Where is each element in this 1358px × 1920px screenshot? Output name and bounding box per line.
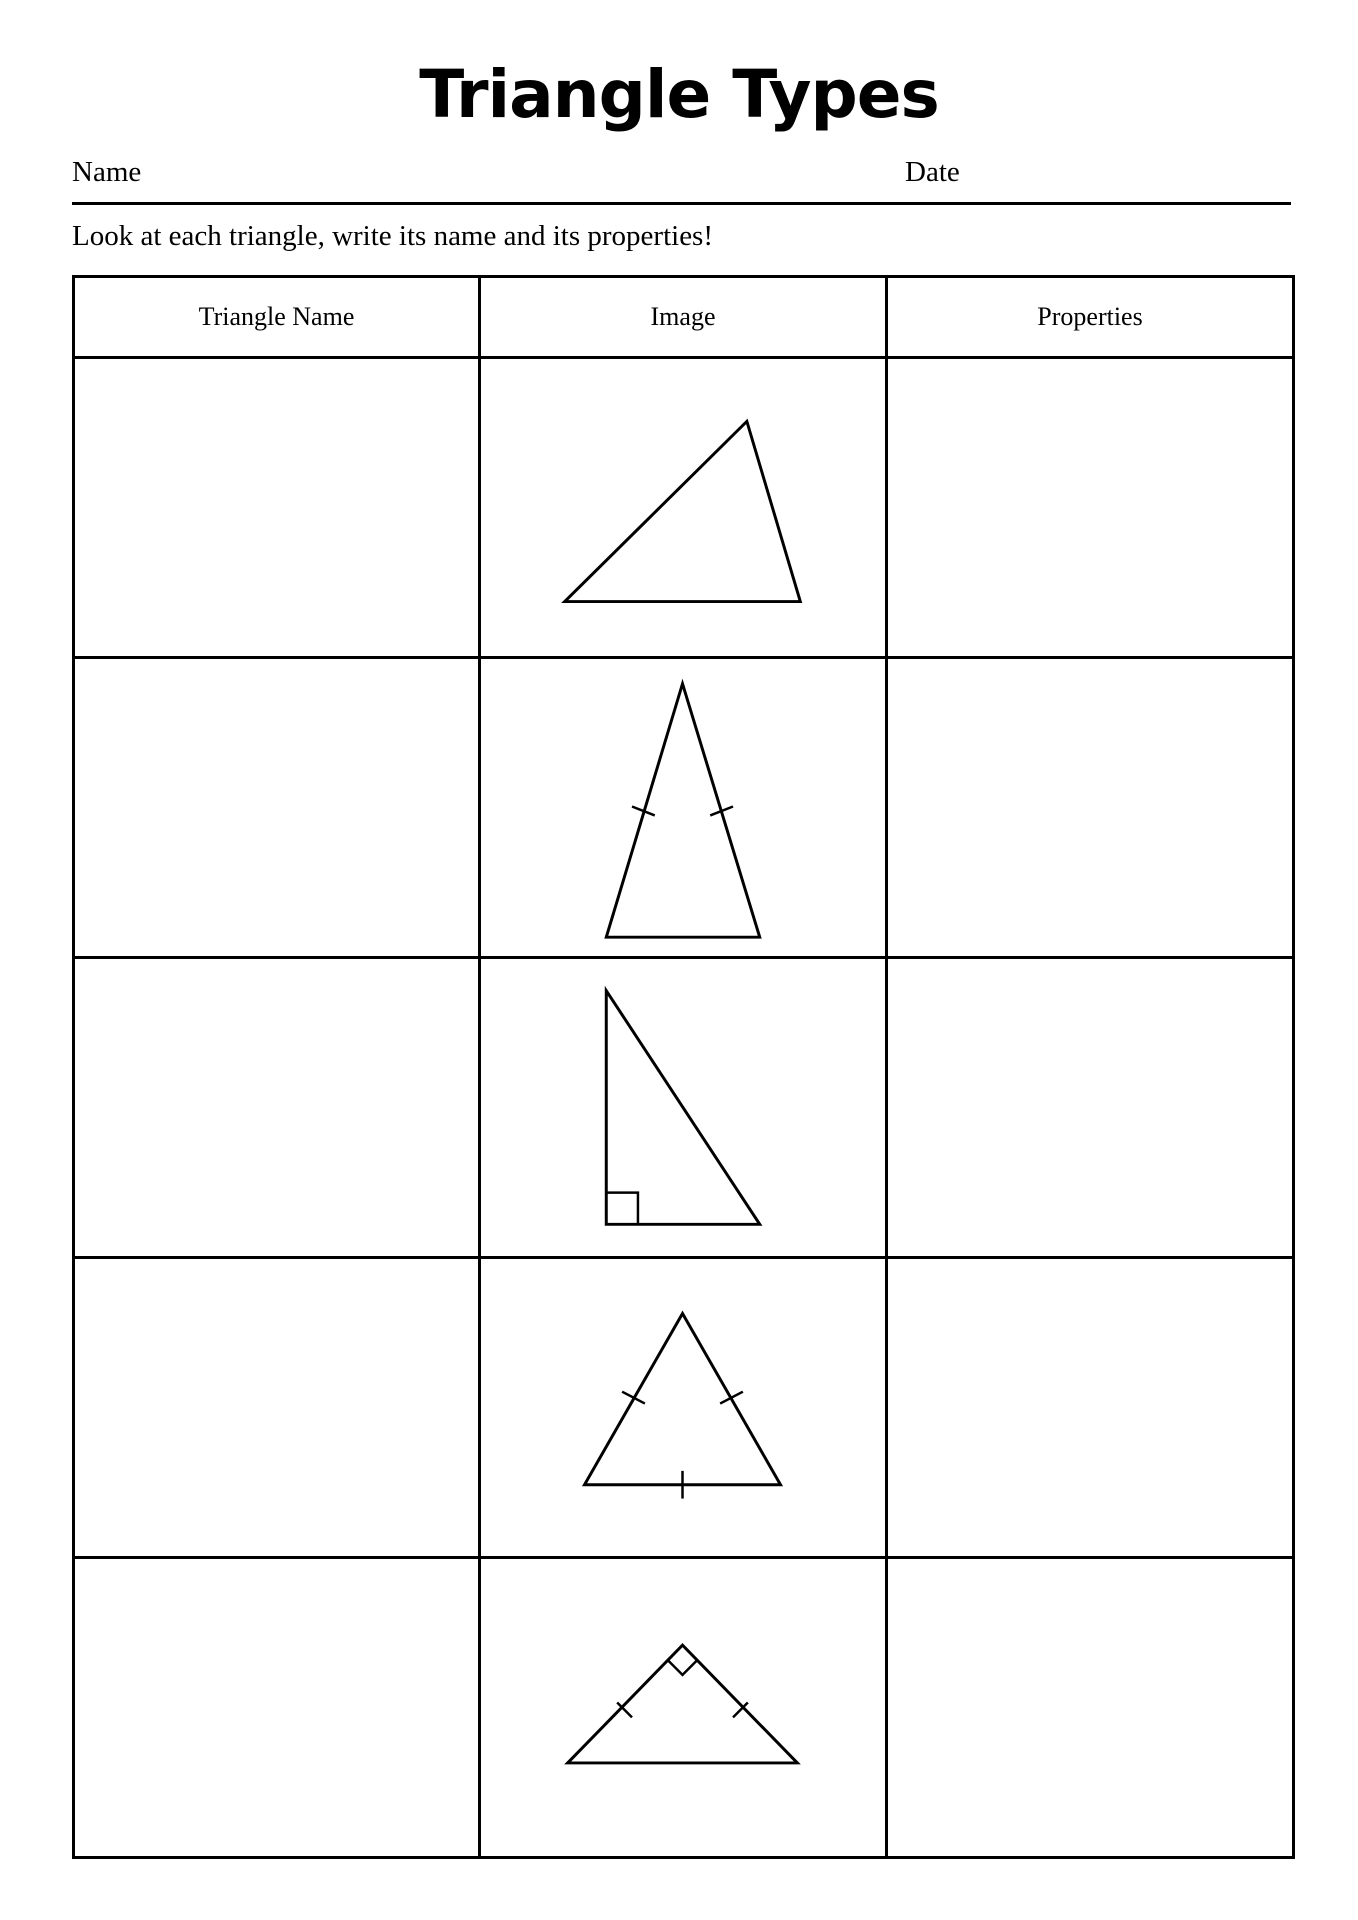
header-divider [72, 202, 1291, 205]
column-header-triangle-name: Triangle Name [74, 277, 480, 358]
image-cell [480, 958, 887, 1258]
isosceles-right-triangle-icon [481, 1559, 885, 1856]
triangle-table [72, 275, 1295, 1859]
right-triangle-icon [481, 959, 885, 1256]
name-field-label: Name [72, 156, 142, 188]
properties-cell[interactable] [887, 1558, 1294, 1858]
properties-cell[interactable] [887, 958, 1294, 1258]
column-header-properties: Properties [887, 277, 1294, 358]
table-header-row [74, 277, 1294, 358]
properties-cell[interactable] [887, 658, 1294, 958]
scalene-triangle-icon [481, 359, 885, 656]
equilateral-triangle-icon [481, 1259, 885, 1556]
triangle-name-cell[interactable] [74, 658, 480, 958]
table-row [74, 958, 1294, 1258]
isosceles-triangle-icon [481, 659, 885, 956]
instructions: Look at each triangle, write its name and its properties! [72, 220, 714, 252]
image-cell [480, 358, 887, 658]
triangle-name-cell[interactable] [74, 358, 480, 658]
column-header-image: Image [480, 277, 887, 358]
image-cell [480, 1258, 887, 1558]
properties-cell[interactable] [887, 358, 1294, 658]
image-cell [480, 1558, 887, 1858]
page-title: Triangle Types [419, 56, 939, 133]
image-cell [480, 658, 887, 958]
triangle-name-cell[interactable] [74, 1558, 480, 1858]
table-row [74, 658, 1294, 958]
table-row [74, 1258, 1294, 1558]
triangle-name-cell[interactable] [74, 1258, 480, 1558]
date-field-label: Date [905, 156, 960, 188]
properties-cell[interactable] [887, 1258, 1294, 1558]
table-row [74, 358, 1294, 658]
table-row [74, 1558, 1294, 1858]
triangle-name-cell[interactable] [74, 958, 480, 1258]
